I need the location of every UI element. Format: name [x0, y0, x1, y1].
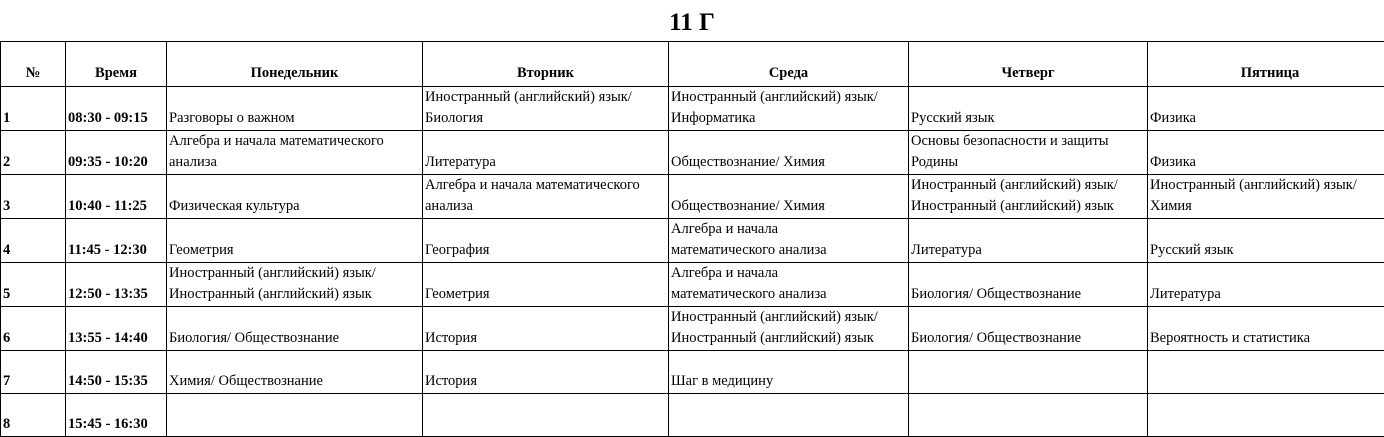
cell-wednesday	[669, 131, 909, 175]
subject-text: Русский язык	[911, 108, 1145, 129]
subject-text: Шаг в медицину	[671, 371, 906, 392]
cell-thursday	[909, 394, 1148, 437]
subject-text: Биология/ Обществознание	[911, 328, 1145, 349]
lesson-number: 2	[1, 131, 66, 175]
cell-thursday	[909, 219, 1148, 263]
lesson-time: 15:45 - 16:30	[66, 394, 167, 437]
subject-text: Иностранный (английский) язык/	[425, 87, 666, 108]
subject-text: Иностранный (английский) язык/	[911, 175, 1145, 196]
subject-text: Алгебра и начала	[671, 219, 906, 240]
cell-friday	[1148, 351, 1384, 394]
lesson-number: 5	[1, 263, 66, 307]
subject-text: Иностранный (английский) язык/	[169, 263, 420, 284]
subject-text: Биология/ Обществознание	[169, 328, 420, 349]
cell-wednesday	[669, 219, 909, 263]
lesson-time: 14:50 - 15:35	[66, 351, 167, 394]
header-time: Время	[66, 42, 167, 87]
cell-monday	[167, 87, 423, 131]
cell-thursday	[909, 131, 1148, 175]
cell-tuesday	[423, 131, 669, 175]
subject-text: Химия	[1150, 196, 1384, 217]
lesson-number: 6	[1, 307, 66, 351]
subject-text: Родины	[911, 152, 1145, 173]
cell-tuesday	[423, 307, 669, 351]
table-row	[1, 219, 1384, 263]
subject-text: Основы безопасности и защиты	[911, 131, 1145, 152]
header-num: №	[1, 42, 66, 87]
cell-monday	[167, 351, 423, 394]
subject-text: математического анализа	[671, 284, 906, 305]
subject-text: Иностранный (английский) язык	[911, 196, 1145, 217]
subject-text: Алгебра и начала математического	[169, 131, 420, 152]
header-monday: Понедельник	[167, 42, 423, 87]
cell-tuesday	[423, 87, 669, 131]
subject-text: Литература	[425, 152, 666, 173]
cell-thursday	[909, 175, 1148, 219]
table-row	[1, 87, 1384, 131]
subject-text: анализа	[425, 196, 666, 217]
cell-friday	[1148, 219, 1384, 263]
cell-thursday	[909, 307, 1148, 351]
cell-thursday	[909, 351, 1148, 394]
table-row	[1, 263, 1384, 307]
lesson-time: 11:45 - 12:30	[66, 219, 167, 263]
subject-text: Алгебра и начала	[671, 263, 906, 284]
cell-friday	[1148, 307, 1384, 351]
table-row	[1, 131, 1384, 175]
subject-text: анализа	[169, 152, 420, 173]
subject-text: Биология/ Обществознание	[911, 284, 1145, 305]
subject-text: Биология	[425, 108, 666, 129]
cell-wednesday	[669, 263, 909, 307]
subject-text: Иностранный (английский) язык/	[671, 307, 906, 328]
cell-thursday	[909, 87, 1148, 131]
header-wednesday: Среда	[669, 42, 909, 87]
subject-text: Физика	[1150, 108, 1384, 129]
cell-monday	[167, 175, 423, 219]
cell-friday	[1148, 175, 1384, 219]
lesson-number: 4	[1, 219, 66, 263]
cell-wednesday	[669, 87, 909, 131]
cell-wednesday	[669, 394, 909, 437]
cell-monday	[167, 263, 423, 307]
subject-text: Физика	[1150, 152, 1384, 173]
subject-text: История	[425, 328, 666, 349]
subject-text: Иностранный (английский) язык	[169, 284, 420, 305]
lesson-time: 08:30 - 09:15	[66, 87, 167, 131]
table-row	[1, 351, 1384, 394]
subject-text: Литература	[911, 240, 1145, 261]
cell-tuesday	[423, 263, 669, 307]
lesson-time: 13:55 - 14:40	[66, 307, 167, 351]
schedule-table	[0, 41, 1384, 437]
cell-friday	[1148, 131, 1384, 175]
schedule-body	[1, 87, 1384, 437]
subject-text: Иностранный (английский) язык/	[671, 87, 906, 108]
cell-wednesday	[669, 307, 909, 351]
subject-text: Обществознание/ Химия	[671, 152, 906, 173]
cell-friday	[1148, 394, 1384, 437]
table-row	[1, 394, 1384, 437]
cell-friday	[1148, 263, 1384, 307]
lesson-number: 8	[1, 394, 66, 437]
subject-text: Вероятность и статистика	[1150, 328, 1384, 349]
subject-text: Обществознание/ Химия	[671, 196, 906, 217]
subject-text: Алгебра и начала математического	[425, 175, 666, 196]
lesson-time: 12:50 - 13:35	[66, 263, 167, 307]
subject-text: Иностранный (английский) язык	[671, 328, 906, 349]
header-friday: Пятница	[1148, 42, 1384, 87]
cell-monday	[167, 131, 423, 175]
header-thursday: Четверг	[909, 42, 1148, 87]
subject-text: Русский язык	[1150, 240, 1384, 261]
lesson-time: 09:35 - 10:20	[66, 131, 167, 175]
subject-text: Геометрия	[169, 240, 420, 261]
subject-text: Информатика	[671, 108, 906, 129]
subject-text: Физическая культура	[169, 196, 420, 217]
cell-tuesday	[423, 219, 669, 263]
subject-text: Иностранный (английский) язык/	[1150, 175, 1384, 196]
cell-tuesday	[423, 175, 669, 219]
table-row	[1, 175, 1384, 219]
lesson-number: 7	[1, 351, 66, 394]
cell-wednesday	[669, 351, 909, 394]
subject-text: Литература	[1150, 284, 1384, 305]
subject-text: Разговоры о важном	[169, 108, 420, 129]
subject-text: География	[425, 240, 666, 261]
lesson-number: 1	[1, 87, 66, 131]
cell-tuesday	[423, 351, 669, 394]
table-row	[1, 307, 1384, 351]
cell-tuesday	[423, 394, 669, 437]
cell-friday	[1148, 87, 1384, 131]
cell-thursday	[909, 263, 1148, 307]
header-tuesday: Вторник	[423, 42, 669, 87]
subject-text: Химия/ Обществознание	[169, 371, 420, 392]
subject-text: История	[425, 371, 666, 392]
schedule-title: 11 Г	[0, 0, 1384, 42]
header-row	[1, 42, 1384, 87]
subject-text: математического анализа	[671, 240, 906, 261]
lesson-number: 3	[1, 175, 66, 219]
cell-monday	[167, 219, 423, 263]
cell-wednesday	[669, 175, 909, 219]
subject-text: Геометрия	[425, 284, 666, 305]
cell-monday	[167, 307, 423, 351]
cell-monday	[167, 394, 423, 437]
lesson-time: 10:40 - 11:25	[66, 175, 167, 219]
